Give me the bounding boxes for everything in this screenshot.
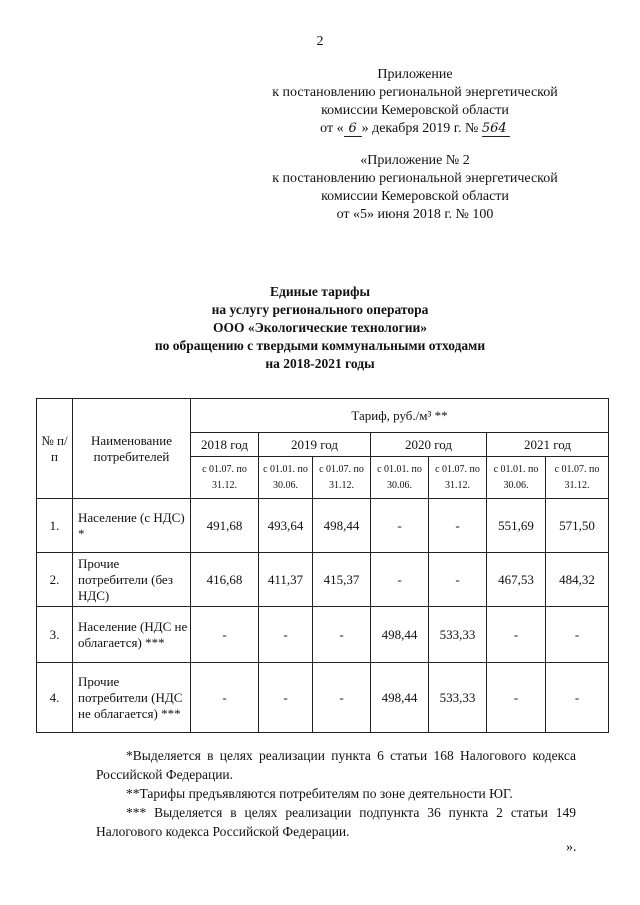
header-year-2021: 2021 год — [487, 433, 609, 457]
tariff-value: - — [546, 607, 609, 663]
tariff-value: 411,37 — [259, 553, 313, 607]
header-period: с 01.07. по 31.12. — [429, 457, 487, 499]
header-period: с 01.07. по 31.12. — [546, 457, 609, 499]
tariff-value: 533,33 — [429, 607, 487, 663]
title-line5: на 2018-2021 годы — [265, 356, 375, 371]
date-day-handwritten: 6 — [344, 122, 362, 137]
tariff-value: 551,69 — [487, 499, 546, 553]
footnotes — [96, 746, 576, 841]
table-row — [37, 499, 609, 553]
table-row — [37, 553, 609, 607]
tariff-value: 498,44 — [371, 663, 429, 733]
appendix-current-line1: к постановлению региональной энергетической — [272, 85, 558, 100]
appendix-prev-title: «Приложение № 2 — [360, 153, 470, 168]
row-consumer-name: Население (с НДС) * — [73, 499, 191, 553]
row-number: 2. — [37, 553, 73, 607]
closing-quote: ». — [566, 840, 577, 855]
tariff-value: 491,68 — [191, 499, 259, 553]
header-period: с 01.01. по 30.06. — [259, 457, 313, 499]
title-line2: на услугу регионального оператора — [211, 302, 429, 317]
tariff-value: 493,64 — [259, 499, 313, 553]
appendix-current-date — [250, 120, 580, 138]
header-year-2018: 2018 год — [191, 433, 259, 457]
header-period: с 01.07. по 31.12. — [191, 457, 259, 499]
header-period: с 01.07. по 31.12. — [313, 457, 371, 499]
tariff-value: - — [191, 663, 259, 733]
row-number: 4. — [37, 663, 73, 733]
tariff-value: - — [546, 663, 609, 733]
tariff-value: - — [191, 607, 259, 663]
page-number: 2 — [316, 34, 324, 49]
title-line4: по обращению с твердыми коммунальными отходами — [154, 338, 486, 353]
appendix-prev-line3: от «5» июня 2018 г. № 100 — [336, 207, 494, 222]
row-number: 1. — [37, 499, 73, 553]
tariff-value: - — [259, 663, 313, 733]
tariff-value: 416,68 — [191, 553, 259, 607]
tariff-value: - — [313, 607, 371, 663]
tariff-value: - — [313, 663, 371, 733]
appendix-current-title: Приложение — [377, 67, 453, 82]
title-line3: ООО «Экологические технологии» — [212, 320, 428, 335]
tariff-value: 571,50 — [546, 499, 609, 553]
tariff-value: 533,33 — [429, 663, 487, 733]
header-tariff: Тариф, руб./м³ ** — [191, 399, 609, 433]
footnote-2: **Тарифы предъявляются потребителям по зоне деятельности ЮГ. — [126, 786, 513, 801]
tariff-value: 467,53 — [487, 553, 546, 607]
row-consumer-name: Прочие потребители (НДС не облагается) *** — [73, 663, 191, 733]
appendix-current-line2: комиссии Кемеровской области — [321, 103, 509, 118]
tariffs-table — [36, 398, 609, 733]
header-period: с 01.01. по 30.06. — [371, 457, 429, 499]
tariff-value: - — [487, 663, 546, 733]
footnote-3: *** Выделяется в целях реализации подпункта 36 пункта 2 статьи 149 Налогового кодекса Российской Федерации. — [96, 805, 576, 839]
appendix-prev-line1: к постановлению региональной энергетической — [272, 171, 558, 186]
header-year-2019: 2019 год — [259, 433, 371, 457]
date-suffix: » декабря 2019 г. № — [361, 121, 479, 136]
tariff-value: 415,37 — [313, 553, 371, 607]
table-row — [37, 663, 609, 733]
header-number: № п/п — [37, 399, 73, 499]
tariff-value: - — [429, 553, 487, 607]
header-period: с 01.01. по 30.06. — [487, 457, 546, 499]
appendix-current — [250, 66, 580, 138]
tariff-value: 498,44 — [371, 607, 429, 663]
tariff-value: - — [429, 499, 487, 553]
appendix-prev-line2: комиссии Кемеровской области — [321, 189, 509, 204]
tariff-value: - — [371, 499, 429, 553]
date-prefix: от « — [320, 121, 344, 136]
decree-number-handwritten: 564 — [482, 122, 510, 137]
tariff-value: - — [259, 607, 313, 663]
header-year-2020: 2020 год — [371, 433, 487, 457]
row-number: 3. — [37, 607, 73, 663]
header-consumer-name: Наименование потребителей — [73, 399, 191, 499]
appendix-previous — [250, 152, 580, 224]
footnote-1: *Выделяется в целях реализации пункта 6 статьи 168 Налогового кодекса Российской Федерации. — [96, 748, 576, 782]
row-consumer-name: Прочие потребители (без НДС) — [73, 553, 191, 607]
tariff-value: 498,44 — [313, 499, 371, 553]
table-row — [37, 607, 609, 663]
tariff-value: - — [487, 607, 546, 663]
document-title — [60, 283, 580, 373]
row-consumer-name: Население (НДС не облагается) *** — [73, 607, 191, 663]
tariff-value: 484,32 — [546, 553, 609, 607]
tariff-value: - — [371, 553, 429, 607]
title-line1: Единые тарифы — [269, 284, 370, 299]
